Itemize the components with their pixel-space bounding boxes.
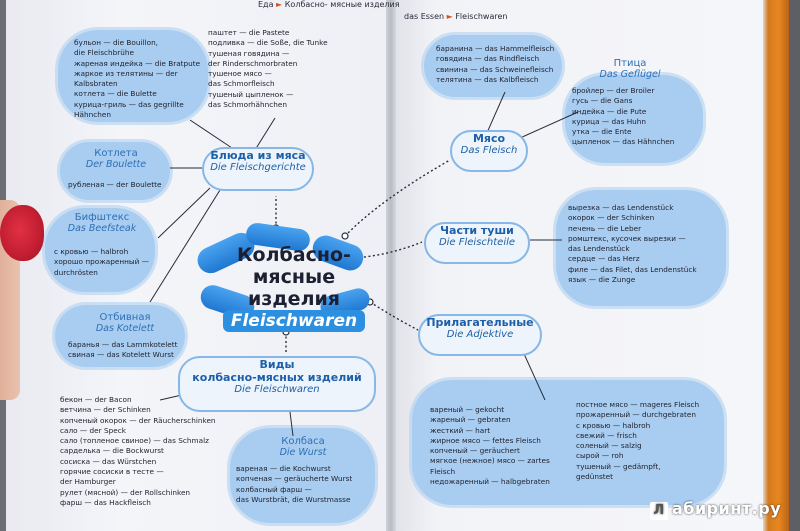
list-item: подливка — die Soße, die Tunke xyxy=(208,38,328,48)
meat-tag-de: Das Fleisch xyxy=(460,145,518,156)
left-header-section: Еда xyxy=(258,0,274,9)
list-item: свиная — das Kotelett Wurst xyxy=(68,350,174,360)
dishes-tag xyxy=(202,147,314,191)
list-item: сырой — roh xyxy=(576,451,624,461)
types-list xyxy=(60,395,216,508)
steak-heading-ru: Бифштекс xyxy=(74,212,130,223)
list-item: ромштекс, кусочек вырезки — xyxy=(568,233,686,243)
list-item: der Hamburger xyxy=(60,477,116,487)
parts-list xyxy=(568,203,697,285)
list-item: баранина — das Hammelfleisch xyxy=(436,44,555,53)
sausage-heading xyxy=(248,436,358,458)
adjectives-list-b xyxy=(576,400,699,482)
list-item: das Schmorhähnchen xyxy=(208,100,288,110)
list-item: тушеный — gedämpft, xyxy=(576,461,661,471)
list-item: индейка — die Pute xyxy=(572,106,647,116)
list-item: баранья — das Lammkotelett xyxy=(68,340,178,349)
list-item: сало (топленое свиное) — das Schmalz xyxy=(60,436,209,446)
list-item: сердце — das Herz xyxy=(568,254,640,264)
adjectives-tag xyxy=(418,314,542,356)
list-item: вареный — gekocht xyxy=(430,405,505,414)
poultry-heading xyxy=(590,58,670,80)
list-item: das Schmorfleisch xyxy=(208,79,275,89)
parts-tag-ru: Части туши xyxy=(440,224,514,237)
list-item: die Fleischbrühe xyxy=(74,48,135,58)
list-item: свинина — das Schweinefleisch xyxy=(436,64,554,74)
central-topic xyxy=(214,244,374,332)
list-item: соленый — salzig xyxy=(576,441,642,451)
list-item: паштет — die Pastete xyxy=(208,28,290,37)
chop-list xyxy=(68,340,177,361)
list-item: филе — das Filet, das Lendenstück xyxy=(568,264,697,274)
list-item: свежий — frisch xyxy=(576,430,637,440)
adjectives-tag-de: Die Adjektive xyxy=(446,329,514,340)
list-item: копченая — geräucherte Wurst xyxy=(236,474,353,484)
connector-dishes-broth xyxy=(190,120,235,150)
sausage-heading-de: Die Wurst xyxy=(279,447,327,458)
right-header-topic: Fleischwaren xyxy=(455,12,508,21)
list-item: жаркое из телятины — der xyxy=(74,68,178,78)
list-item: колбасный фарш — xyxy=(236,484,312,494)
parts-tag-de: Die Fleischteile xyxy=(438,237,516,248)
list-item: жареный — gebraten xyxy=(430,415,511,425)
steak-heading-de: Das Beefsteak xyxy=(67,223,137,234)
list-item: фарш — das Hackfleisch xyxy=(60,497,151,507)
list-item: недожаренный — halbgebraten xyxy=(430,477,550,487)
right-header-section: das Essen xyxy=(404,12,445,21)
list-item: копченый окорок — der Räucherschinken xyxy=(60,415,216,425)
cutlet-heading-de: Der Boulette xyxy=(85,159,147,170)
steak-list xyxy=(54,247,149,278)
list-item: gedünstet xyxy=(576,472,614,482)
connector-dishes-pate xyxy=(255,118,275,150)
connector-meat-kinds xyxy=(486,92,505,135)
sausage-heading-ru: Колбаса xyxy=(281,436,325,447)
list-item: Kalbsbraten xyxy=(74,79,118,89)
list-item: der Rinderschmorbraten xyxy=(208,58,298,68)
connector-meat-poultry xyxy=(520,112,578,138)
list-item: горячие сосиски в тесте — xyxy=(60,467,164,477)
list-item: хорошо прожаренный — xyxy=(54,257,150,267)
chop-heading xyxy=(70,312,180,334)
chop-heading-ru: Отбивная xyxy=(99,312,151,323)
left-header-arrow: ► xyxy=(276,0,283,9)
right-header-arrow: ► xyxy=(446,12,453,21)
list-item: жирное мясо — fettes Fleisch xyxy=(430,435,541,445)
dishes-tag-ru: Блюда из мяса xyxy=(210,149,306,162)
list-item: сосиска — das Würstchen xyxy=(60,456,157,466)
dishes-tag-de: Die Fleischgerichte xyxy=(210,162,306,173)
list-item: Fleisch xyxy=(430,466,456,476)
list-item: бульон — die Bouillon, xyxy=(74,38,159,47)
central-topic-de: Fleischwaren xyxy=(223,310,365,332)
list-item: постное мясо — mageres Fleisch xyxy=(576,400,700,409)
cutlet-heading-ru: Котлета xyxy=(94,148,138,159)
adjectives-list-a xyxy=(430,405,550,487)
list-item: прожаренный — durchgebraten xyxy=(576,410,696,420)
meat-tag xyxy=(450,130,528,172)
list-item: durchrösten xyxy=(54,267,98,277)
list-item: телятина — das Kalbfleisch xyxy=(436,74,539,84)
list-item: печень — die Leber xyxy=(568,223,642,233)
adjectives-tag-ru: Прилагательные xyxy=(426,316,534,329)
list-item: с кровью — halbroh xyxy=(576,420,651,430)
list-item: тушеное мясо — xyxy=(208,69,272,79)
list-item: копченый — geräuchert xyxy=(430,446,520,456)
list-item: гусь — die Gans xyxy=(572,96,633,106)
red-fingernail xyxy=(0,205,44,261)
list-item: язык — die Zunge xyxy=(568,275,636,285)
list-item: рулет (мясной) — der Rollschinken xyxy=(60,487,191,497)
broth-list xyxy=(74,38,200,120)
list-item: мягкое (нежное) мясо — zartes xyxy=(430,456,550,466)
types-tag-de: Die Fleischwaren xyxy=(234,384,320,395)
cutlet-list xyxy=(68,180,161,190)
parts-tag xyxy=(424,222,530,264)
list-item: ветчина — der Schinken xyxy=(60,405,151,415)
pate-list xyxy=(208,28,328,110)
connector-dishes-steak xyxy=(158,188,210,238)
meat-tag-ru: Мясо xyxy=(472,132,506,145)
chop-heading-de: Das Kotelett xyxy=(95,323,155,334)
types-tag-ru1: Виды xyxy=(259,358,295,371)
meat-kinds-list xyxy=(436,44,554,85)
watermark xyxy=(650,499,781,520)
poultry-list xyxy=(572,86,674,148)
list-item: жареная индейка — die Bratpute xyxy=(74,58,201,68)
sausage-list xyxy=(236,464,352,505)
connector-types-sausage xyxy=(290,412,293,436)
watermark-text: абиринт.ру xyxy=(672,499,782,518)
list-item: курица — das Huhn xyxy=(572,116,647,126)
list-item: котлета — die Bulette xyxy=(74,89,157,99)
list-item: бройлер — der Broiler xyxy=(572,86,655,95)
list-item: окорок — der Schinken xyxy=(568,213,655,223)
list-item: курица-гриль — das gegrillte xyxy=(74,99,184,109)
list-item: говядина — das Rindfleisch xyxy=(436,54,540,64)
list-item: рубленая — der Boulette xyxy=(68,180,162,189)
list-item: с кровью — halbroh xyxy=(54,247,129,256)
list-item: цыпленок — das Hähnchen xyxy=(572,137,675,147)
left-header-topic: Колбасно- мясные изделия xyxy=(284,0,400,9)
list-item: вареная — die Kochwurst xyxy=(236,464,331,473)
list-item: жесткий — hart xyxy=(430,425,491,435)
steak-heading xyxy=(52,212,152,234)
list-item: утка — die Ente xyxy=(572,127,632,137)
watermark-logo-icon: Л xyxy=(650,502,668,520)
list-item: сало — der Speck xyxy=(60,425,126,435)
types-tag-ru2: колбасно-мясных изделий xyxy=(192,371,362,384)
list-item: тушеный цыпленок — xyxy=(208,89,294,99)
list-item: das Wurstbrät, die Wurstmasse xyxy=(236,494,351,504)
list-item: бекон — der Bacon xyxy=(60,395,132,404)
list-item: сарделька — die Bockwurst xyxy=(60,446,164,456)
node-dot-meat xyxy=(342,233,348,239)
list-item: das Lendenstück xyxy=(568,244,630,254)
list-item: Hähnchen xyxy=(74,110,111,120)
connector-center-adj xyxy=(370,302,418,330)
list-item: вырезка — das Lendenstück xyxy=(568,203,674,212)
list-item: тушеная говядина — xyxy=(208,48,290,58)
central-topic-ru: Колбасно-мясные изделия xyxy=(237,244,351,310)
poultry-heading-de: Das Geflügel xyxy=(599,69,661,80)
cutlet-heading xyxy=(66,148,166,170)
poultry-heading-ru: Птица xyxy=(613,58,647,69)
